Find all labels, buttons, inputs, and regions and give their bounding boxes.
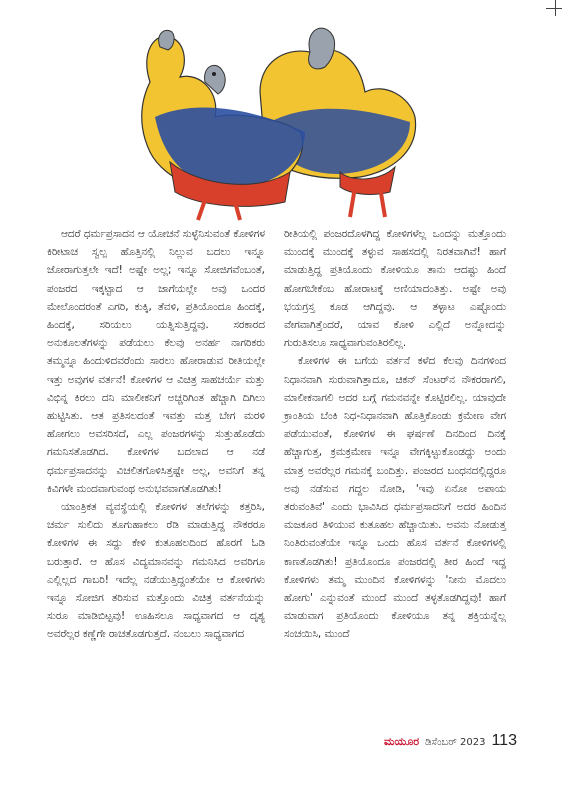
magazine-name: ಮಯೂರ [384, 735, 420, 748]
page-footer [384, 732, 517, 752]
page-number: 113 [491, 732, 517, 749]
paragraph: ಯಾಂತ್ರಿಕತ ವ್ಯವಸ್ಥೆಯಲ್ಲಿ ಕೋಳಿಗಳ ತಲೆಗಳನ್ನು ಕತ್ತರಿಸಿ, ಚರ್ಮ ಸುಲಿದು ತೂಗುಹಾಕಲು ರೆಡಿ ಮಾಡುತ್ತಿದ್ದ ನೌಕರರೂ ಕೋಳಿಗಳ ಈ ಸದ್ದು ಕೇಳಿ ಕುತೂಹಲದಿಂದ ಹೊರಗೆ ಓಡಿ ಬರುತ್ತಾರೆ. ಆ ಹೊಸ ವಿದ್ಯಮಾನವನ್ನು ಗಮನಿಸಿದ ಅವರಿಗೂ ಎಲ್ಲಿಲ್ಲದ ಗಾಬರಿ! ಇದೆಲ್ಲ ನಡೆಯುತ್ತಿದ್ದಂತೆಯೇ ಆ ಕೋಳಿಗಳು ಇನ್ನೂ ಸೋಜಿಗ ತರಿಸುವ ಮತ್ತೊಂದು ವಿಚಿತ್ರ ವರ್ತನೆಯನ್ನು ಸುರೂ ಮಾಡಿಬಿಟ್ಟವು! ಊಹಿಸಲೂ ಸಾಧ್ಯವಾಗದ ಆ ದೃಶ್ಯ ಅವರೆಲ್ಲರ ಕಣ್ಣೆಗೇ ರಾಚತೊಡಗುತ್ತದೆ. ನಂಬಲು ಸಾಧ್ಯವಾಗದ [47, 501, 265, 641]
crop-mark [546, 8, 562, 9]
right-column [284, 225, 506, 644]
left-column [47, 225, 265, 644]
hens-illustration [110, 22, 450, 222]
issue-date: ಡಿಸೆಂಬರ್ 2023 [425, 737, 486, 748]
paragraph: ರೀತಿಯಲ್ಲಿ ಪಂಜರದೊಳಗಿದ್ದ ಕೋಳಿಗಳೆಲ್ಲ ಒಂದನ್ನು ಮತ್ತೊಂದು ಮುಂದಕ್ಕೆ ಮುಂದಕ್ಕೆ ತಳ್ಳುವ ಸಾಹಸದಲ್ಲಿ ನಿರತವಾಗಿವೆ! ಹಾಗೆ ಮಾಡುತ್ತಿದ್ದ ಪ್ರತಿಯೊಂದು ಕೋಳಿಯೂ ತಾನು ಆದಷ್ಟು ಹಿಂದೆ ಹೋಗಬೇಕೆಂಬ ಹೋರಾಟಕ್ಕೆ ಅಣಿಯಾದಂತಿತ್ತು. ಅಷ್ಟೇ ಅವು ಭಯಗ್ರಸ್ತ ಕೂಡ ಆಗಿದ್ದವು. ಆ ತಳ್ಳಾಟ ಎಷ್ಟೊಂದು ವೇಗವಾಗಿತ್ತೆಂದರೆ, ಯಾವ ಕೋಳಿ ಎಲ್ಲಿದೆ ಅನ್ನೋದನ್ನು ಗುರುತಿಸಲೂ ಸಾಧ್ಯವಾಗುವಂತಿರಲಿಲ್ಲ. [284, 228, 506, 350]
paragraph: ಆದರೆ ಧರ್ಮಪ್ರಸಾದನ ಆ ಯೋಚನೆ ಸುಳ್ಳೆನಿಸುವಂತೆ ಕೋಳಿಗಳ ಕಿರೀಟಾಚ ಸ್ವಲ್ಪ ಹೊತ್ತಿನಲ್ಲಿ ನಿಲ್ಲುವ ಬದಲು ಇನ್ನೂ ಜೋರಾಗುತ್ತಲೇ ಇದೆ! ಅಷ್ಟೇ ಅಲ್ಲ; ಇನ್ನೂ ಸೋಜಿಗವೆಂಬಂತೆ, ಪಂಜರದ ಇಕ್ಕಟ್ಟಾದ ಆ ಜಾಗೆಯಲ್ಲೇ ಅವು ಒಂದರ ಮೇಲೊಂದರಂತೆ ಎಗರಿ, ಕುಕ್ಕಿ, ತೆವಳಿ, ಪ್ರತಿಯೊಂದೂ ಹಿಂದಕ್ಕೆ, ಹಿಂದಕ್ಕೆ, ಸರಿಯಲು ಯತ್ನಿಸುತ್ತಿದ್ದವು. ಸರಕಾರದ ಅನುಕೂಲತೆಗಳನ್ನು ಪಡೆಯಲು ಕೆಲವು ಅನರ್ಹ ನಾಗರಿಕರು ತಮ್ಮನ್ನೂ ಹಿಂದುಳಿದವರೆಂದು ಸಾರಲು ಹೋರಾಡುವ ರೀತಿಯಲ್ಲೇ ಇತ್ತು ಅವುಗಳ ವರ್ತನೆ! ಕೋಳಿಗಳ ಆ ವಿಚಿತ್ರ ಸಾಹಚರ್ಯೆ ಮತ್ತು ವಿಭಿನ್ನ ಕಿರಲು ದನಿ ಮಾಲೀಕನಿಗೆ ಅಚ್ಚರಿಗಿಂತ ಹೆಚ್ಚಾಗಿ ದಿಗಿಲು ಹುಟ್ಟಿಸಿತು. ಆತ ಪ್ರತಿಸಲದಂತೆ ಇವತ್ತು ಮತ್ತ ಬೇಗ ಮರಳಿ ಹೋಗಲು ಅವಸರಿಸದೆ, ಎಲ್ಲ ಪಂಜರಗಳನ್ನು ಸುತ್ತುಹೊಡೆದು ಗಮನಿಸತೊಡಗಿದ. ಕೋಳಿಗಳ ಬದಲಾದ ಆ ನಡೆ ಧರ್ಮಪ್ರಸಾದನನ್ನು ವಿಚಲಿತಗೊಳಿಸಿತ್ತಷ್ಟೇ ಅಲ್ಲ, ಅವನಿಗೆ ತನ್ನ ಕಿವಿಗಳೇ ಮಂದವಾಗುವಂಥ ಅನುಭವವಾಗತೊಡಗಿತು! [47, 228, 265, 495]
paragraph: ಕೋಳಿಗಳ ಈ ಬಗೆಯ ವರ್ತನೆ ಕಳೆದ ಕೆಲವು ದಿನಗಳಿಂದ ನಿಧಾನವಾಗಿ ಸುರುವಾಗಿತ್ತಾದೂ, ಚಿಕನ್ ಸೆಂಟರ್‌ನ ನೌಕರರಾಗಲಿ, ಮಾಲೀಕನಾಗಲಿ ಅದರ ಬಗ್ಗೆ ಗಮನವನ್ನೇ ಕೊಟ್ಟಿರಲಿಲ್ಲ. ಯಾವುದೇ ಕ್ರಾಂತಿಯ ಬೆಂಕಿ ನಿಧ-ನಿಧಾನವಾಗಿ ಹೊತ್ತಿಕೊಂಡು ಕ್ರಮೇಣ ವೇಗ ಪಡೆಯುವಂತೆ, ಕೋಳಿಗಳ ಈ ಘರ್ಷಣೆ ದಿನದಿಂದ ದಿನಕ್ಕೆ ಹೆಚ್ಚಾಗುತ್ತ, ಕ್ರಮಕ್ರಮೇಣ ಇನ್ನೂ ವೇಗಕ್ಕಿಟ್ಟುಕೊಂಡದ್ದು ಅಂದು ಮಾತ್ರ ಅವರೆಲ್ಲರ ಗಮನಕ್ಕೆ ಬಂದಿತ್ತು. ಪಂಜರದ ಬಂಧನದಲ್ಲಿದ್ದರೂ ಅವು ನಡೆಸುವ ಗದ್ದಲ ನೋಡಿ, 'ಇವು ಏನೋ ಅಪಾಯ ತರುವಂತಿವೆ' ಎಂದು ಭಾವಿಸಿದ ಧರ್ಮಪ್ರಸಾದನಿಗೆ ಅದರ ಹಿಂದಿನ ಮಜಕೂರ ತಿಳಿಯುವ ಕುತೂಹಲ ಹೆಚ್ಚಾಯಿತು. ಅವನು ನೋಡುತ್ತ ನಿಂತಿರುವಂತೆಯೇ ಇನ್ನೂ ಒಂದು ಹೊಸ ವರ್ತನೆ ಕೋಳಿಗಳಲ್ಲಿ ಕಾಣತೊಡಗಿತು! ಪ್ರತಿಯೊಂದೂ ಪಂಜರದಲ್ಲಿ ತೀರ ಹಿಂದೆ ಇದ್ದ ಕೋಳಿಗಳು ತಮ್ಮ ಮುಂದಿನ ಕೋಳಿಗಳನ್ನು 'ನೀನು ಮೊದಲು ಹೋಗು' ಎನ್ನುವಂತೆ ಮುಂದೆ ಮುಂದೆ ತಳ್ಳತೊಡಗಿದ್ದವು! ಹಾಗೆ ಮಾಡುವಾಗ ಪ್ರತಿಯೊಂದು ಕೋಳಿಯೂ ತನ್ನ ಶಕ್ತಿಯನ್ನೆಲ್ಲ ಸಂಚಯಿಸಿ, ಮುಂದೆ [284, 355, 506, 641]
